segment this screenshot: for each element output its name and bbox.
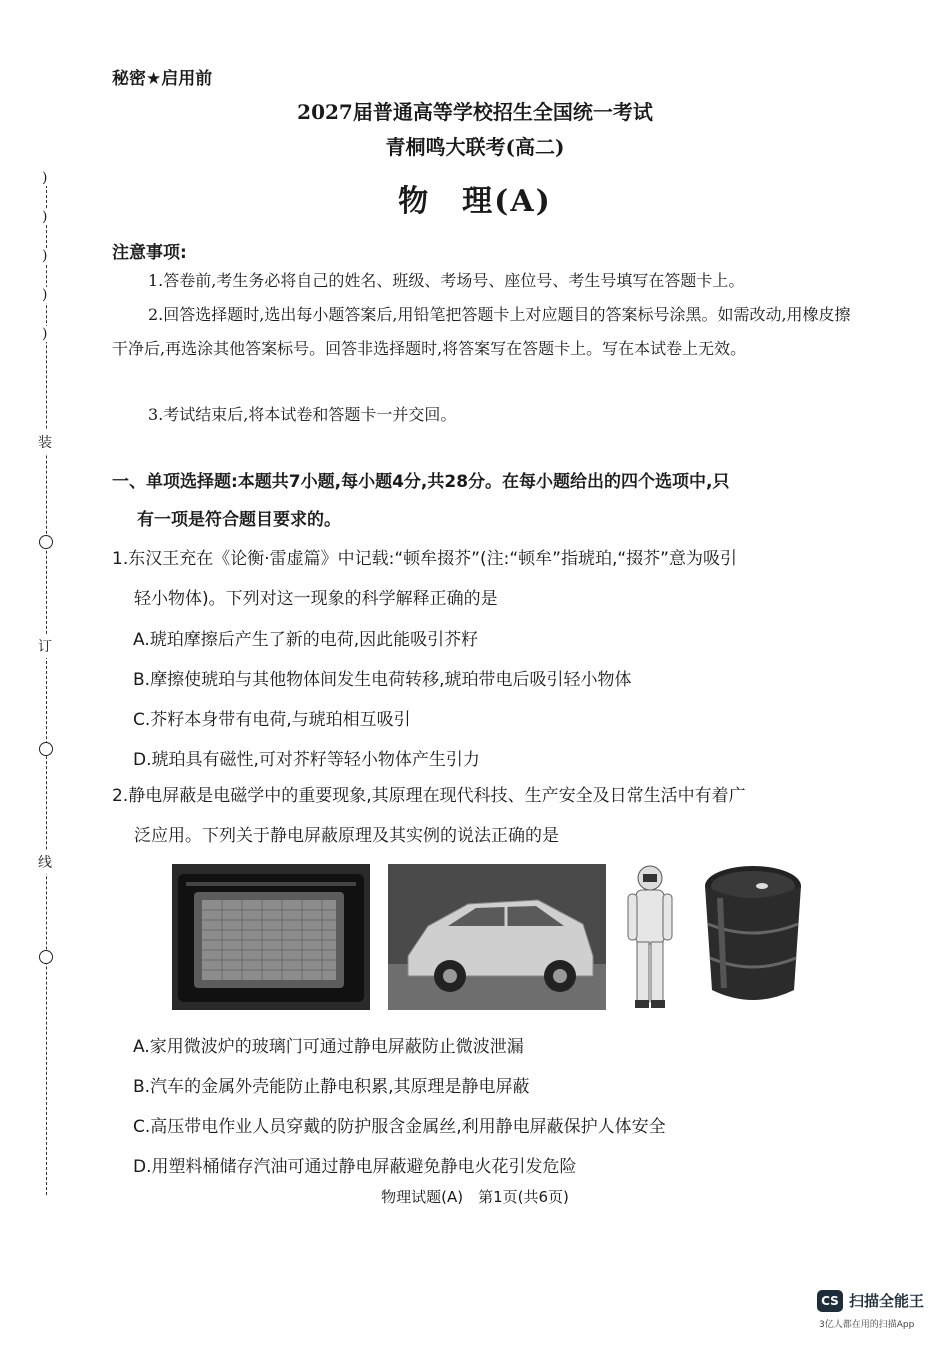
section-heading-line1: 一、单项选择题:本题共7小题,每小题4分,共28分。在每小题给出的四个选项中,只 xyxy=(112,472,730,492)
binding-hole xyxy=(39,742,53,756)
margin-paren: ) xyxy=(42,326,48,342)
car-body-image xyxy=(388,864,606,1010)
protective-suit-image xyxy=(626,862,674,1012)
question-2-line2: 泛应用。下列关于静电屏蔽原理及其实例的说法正确的是 xyxy=(134,826,559,846)
question-2-option-b: B.汽车的金属外壳能防止静电积累,其原理是静电屏蔽 xyxy=(133,1077,530,1097)
subject-title: 物 理(A) xyxy=(398,184,552,219)
exam-title: 2027届普通高等学校招生全国统一考试 xyxy=(297,100,653,124)
question-1-line1: 1.东汉王充在《论衡·雷虚篇》中记载:“顿牟掇芥”(注:“顿牟”指琥珀,“掇芥”意为吸引 xyxy=(112,549,737,569)
margin-label-zhuang: 装 xyxy=(38,430,52,454)
binding-hole xyxy=(39,950,53,964)
section-heading-line2: 有一项是符合题目要求的。 xyxy=(137,510,341,530)
question-1-stem xyxy=(112,539,857,619)
margin-paren: ) xyxy=(42,209,48,225)
margin-label-xian: 线 xyxy=(38,850,52,874)
notice-item-3: 3.考试结束后,将本试卷和答题卡一并交回。 xyxy=(148,405,457,424)
question-2-option-c: C.高压带电作业人员穿戴的防护服含金属丝,利用静电屏蔽保护人体安全 xyxy=(133,1117,666,1137)
microwave-door-image xyxy=(172,864,370,1010)
question-2-line1: 2.静电屏蔽是电磁学中的重要现象,其原理在现代科技、生产安全及日常生活中有着广 xyxy=(112,786,746,806)
notice-item-2: 2.回答选择题时,选出每小题答案后,用铅笔把答题卡上对应题目的答案标号涂黑。如需改动,用橡皮擦干净后,再选涂其他答案标号。回答非选择题时,将答案写在答题卡上。写在本试卷上无效。 xyxy=(112,305,851,358)
page-footer: 物理试题(A) 第1页(共6页) xyxy=(381,1188,569,1206)
margin-paren: ) xyxy=(42,248,48,264)
question-1-option-d: D.琥珀具有磁性,可对芥籽等轻小物体产生引力 xyxy=(133,750,480,770)
metal-barrel-image xyxy=(700,862,806,1006)
exam-subtitle: 青桐鸣大联考(高二) xyxy=(385,135,565,159)
margin-paren: ) xyxy=(42,287,48,303)
notice-item-1: 1.答卷前,考生务必将自己的姓名、班级、考场号、座位号、考生号填写在答题卡上。 xyxy=(148,271,745,290)
binding-hole xyxy=(39,535,53,549)
question-2-stem xyxy=(112,776,857,856)
question-1-option-c: C.芥籽本身带有电荷,与琥珀相互吸引 xyxy=(133,710,411,730)
margin-paren: ) xyxy=(42,170,48,186)
binding-line xyxy=(46,170,47,1195)
margin-label-ding: 订 xyxy=(38,634,52,658)
question-2-option-a: A.家用微波炉的玻璃门可通过静电屏蔽防止微波泄漏 xyxy=(133,1037,524,1057)
question-1-line2: 轻小物体)。下列对这一现象的科学解释正确的是 xyxy=(134,589,498,609)
question-2-option-d: D.用塑料桶储存汽油可通过静电屏蔽避免静电火花引发危险 xyxy=(133,1157,577,1177)
section-heading xyxy=(112,463,857,539)
question-1-option-a: A.琥珀摩擦后产生了新的电荷,因此能吸引芥籽 xyxy=(133,630,479,650)
scanner-app-name: 扫描全能王 xyxy=(849,1292,925,1310)
scanner-logo-icon: CS xyxy=(817,1290,843,1312)
secret-label: 秘密★启用前 xyxy=(112,69,213,89)
scanner-tagline: 3亿人都在用的扫描App xyxy=(819,1320,915,1330)
question-1-option-b: B.摩擦使琥珀与其他物体间发生电荷转移,琥珀带电后吸引轻小物体 xyxy=(133,670,632,690)
notice-title: 注意事项: xyxy=(112,243,187,263)
